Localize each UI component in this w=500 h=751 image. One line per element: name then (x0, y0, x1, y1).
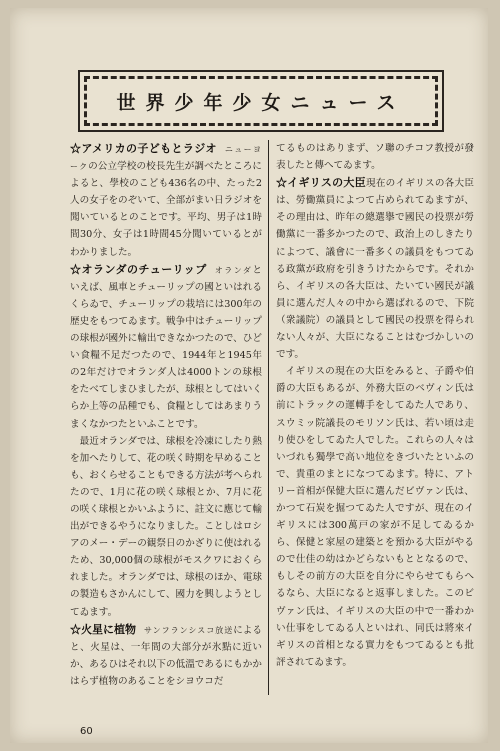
article-place: ニューヨーク (70, 145, 263, 172)
article-body: によると、火星は、一年間の大部分が氷點に近いか、あるひはそれ以下の低溫であるにもかかはらず植物のあることをシヨウコだ (70, 624, 262, 687)
article-holland-tulip (70, 261, 262, 433)
article-place: サンフランシスコ放送 (144, 625, 234, 635)
right-column (276, 140, 474, 671)
article-body: といえば、風車とチューリップの國といはれるくらゐで、チューリップの栽培には300年の歴史をもつてゐます。戦争中はチューリップの球根が國外に輸出できなかつたので、ひどい食糧不足だつたので、1944年と1945年の2年だけでオランダ人は4000トンの球根をたべてしまひましたが、球根としてはいくらか上等の品種でも、食糧としてはあまりうまくなかつたといふことです。 (70, 264, 262, 430)
left-column (70, 140, 262, 690)
banner-dashed-frame (84, 76, 438, 126)
magazine-page (10, 8, 488, 743)
article-britain-ministers (276, 174, 474, 363)
page-number: 60 (80, 726, 93, 737)
article-heading: ☆オランダのチューリップ (70, 262, 207, 276)
article-body-paragraph: 最近オランダでは、球根を冷凍にしたり熱を加へたりして、花の咲く時期を早めることも、おくらせることもできる方法が考へられたので、1月に花の咲く球根とか、7月に花の咲く球根とかいふように、註文に應じて輸出ができるやうになりました。ことしはロシアのメー・デーの観祭日のかざりに使はれるため、30,000個の球根がモスクワにおくられました。オランダでは、球根のほか、電球の製造もさかんにして、國力を興しようとしてゐます。 (70, 435, 262, 618)
article-mars-plants (70, 621, 262, 690)
article-body-paragraph: イギリスの現在の大臣をみると、子爵や伯爵の大臣もあるが、外務大臣のベヴィン氏は前にトラックの運轉手をしてゐた人であり、スウミッ院議長のモリソン氏は、若い頃は走り使ひをしてゐた人でした。これらの人々はいづれも獨學で高い地位をきづいたといふので、貴重のまとになつてゐます。特に、アトリー首相が保健大臣に選んだビヴァン氏は、かつて石炭を掘つてゐた人ですが、現在のイギリスには300萬戸の家が不足してゐるから、保健と家屋の建築とを預かる大臣がやるので仕佳の幼はかどらないもととなるので、もしその前方の大臣を自分にやらせてもらへるなら、大臣になると返事しました。このビヴァン氏は、イギリスの大臣の中で一番わかい仕事をしてゐる人といはれ、同氏は將來イギリスの首相となる實力をもつてゐるとも批評されてゐます。 (276, 366, 474, 668)
news-banner (78, 70, 444, 132)
article-america-radio (70, 140, 262, 261)
article-heading: ☆イギリスの大臣 (276, 176, 366, 190)
article-heading: ☆アメリカの子どもとラジオ (70, 142, 217, 155)
article-heading: ☆火星に植物 (70, 622, 137, 636)
article-body: の公立学校の校長先生が調べたところによると、學校のこども436名の中、たった2人の女子をのぞいて、全部がまい日ラジオを聞いているとのことです。平均、男子は1時間30分、女子は1時間45分聞いているとがわかりました。 (70, 161, 263, 258)
article-place: オランダ (214, 265, 253, 275)
column-divider (268, 140, 269, 695)
article-body: 現在のイギリスの各大臣は、勞働黨員によつて占められてゐますが、その理由は、昨年の總選擧で國民の投票が勞働黨に一番多かつたので、政治上のしきたりによつて、議會に一番多くの議員をもつてゐる政黨が政府を引きうけたからです。それから、イギリスの各大臣は、たいてい國民が議員に選んだ人々の中から選ばれるので、下院（衆議院）の議員として國民の投票を得られない人々が、大臣になることはむづかしいのです。 (276, 178, 475, 361)
banner-title: 世界少年少女ニュース (116, 91, 406, 114)
article-continuation: てるものはありまず、ソ聯のチコフ教授が發表したと傳へてゐます。 (276, 143, 474, 172)
